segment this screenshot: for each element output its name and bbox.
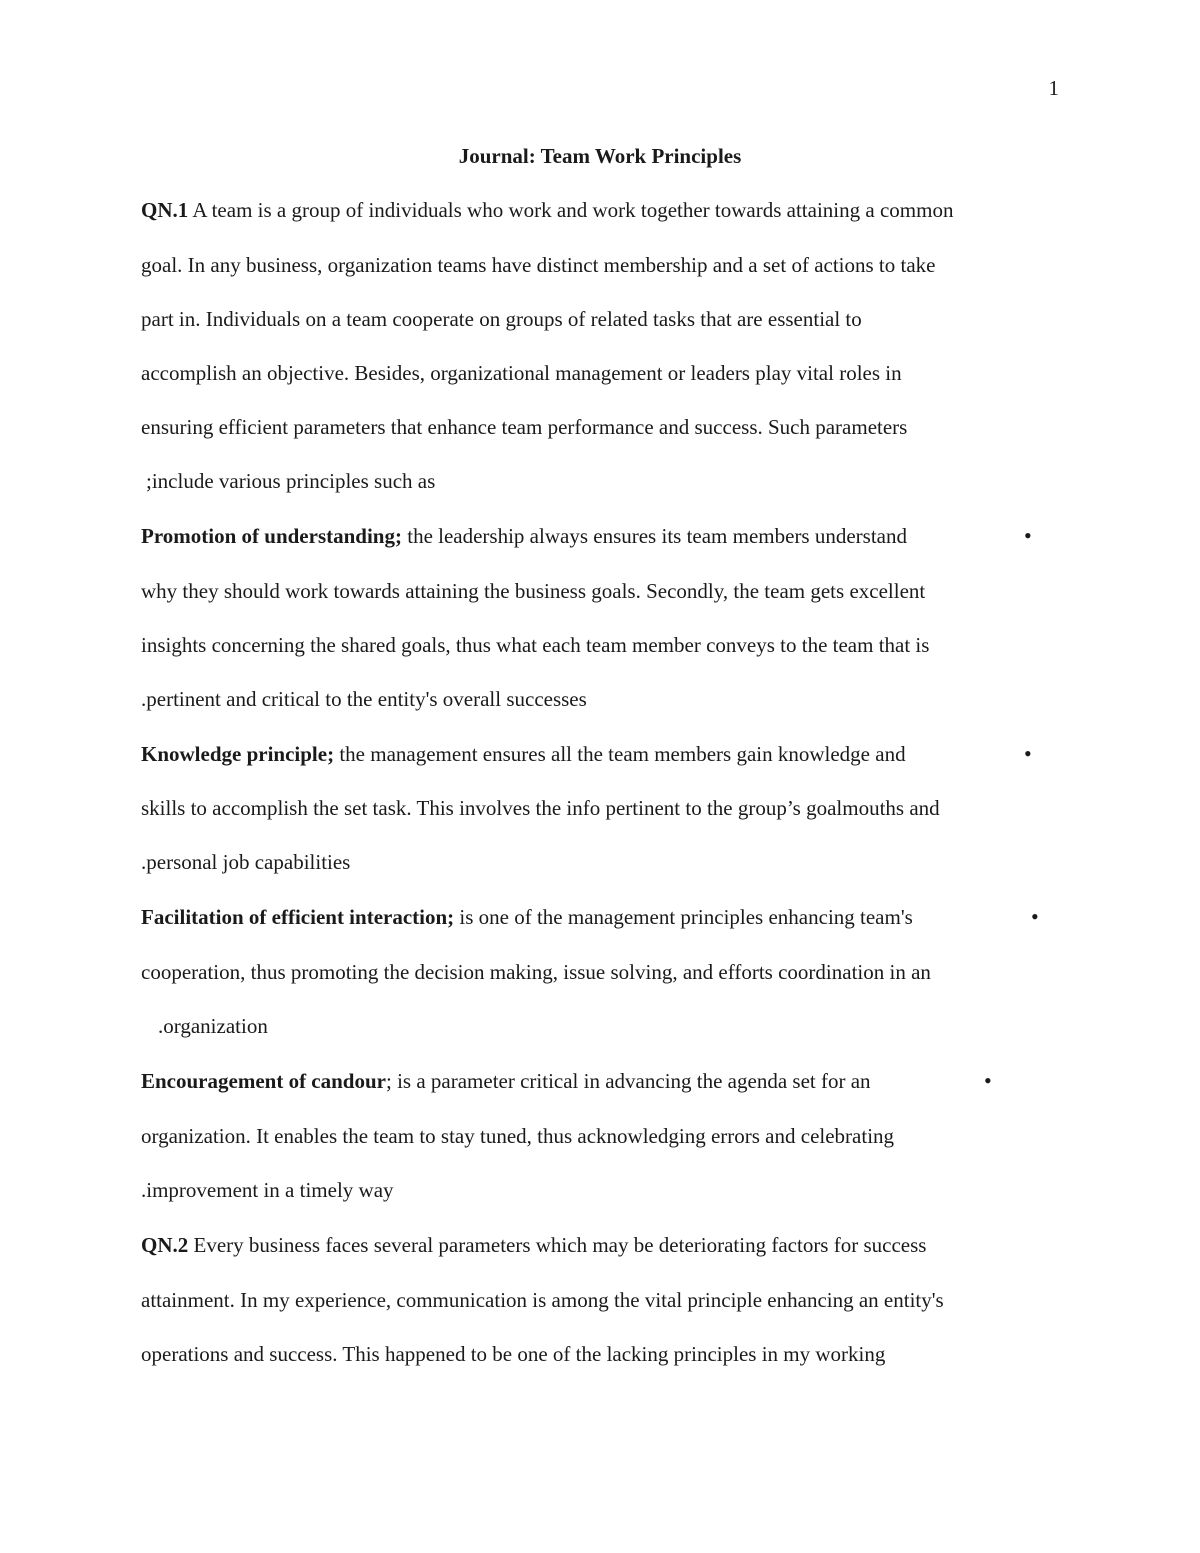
principle-1-text-1: the leadership always ensures its team members understand xyxy=(401,524,907,548)
qn1-line-6: ;include various principles such as xyxy=(146,469,436,493)
qn2-line-2: attainment. In my experience, communication is among the vital principle enhancing an entity's xyxy=(141,1288,944,1312)
principle-1-line-2: why they should work towards attaining the business goals. Secondly, the team gets excellent xyxy=(141,579,926,603)
principle-1-line-1 xyxy=(141,522,907,550)
qn1-line-3: part in. Individuals on a team cooperate on groups of related tasks that are essential to xyxy=(141,307,862,331)
principle-3-line-3: .organization xyxy=(158,1014,268,1038)
principle-4-line-3: .improvement in a timely way xyxy=(141,1178,394,1202)
principle-2-line-1 xyxy=(141,740,906,768)
qn1-line-1 xyxy=(141,196,953,224)
qn2-label: QN.2 xyxy=(141,1233,189,1257)
principle-2-text-1: the management ensures all the team members gain knowledge and xyxy=(334,742,906,766)
principle-4-line-2: organization. It enables the team to stay tuned, thus acknowledging errors and celebrating xyxy=(141,1124,895,1148)
qn1-line-4: accomplish an objective. Besides, organizational management or leaders play vital roles in xyxy=(141,361,902,385)
principle-1-line-4: .pertinent and critical to the entity's overall successes xyxy=(141,687,587,711)
qn1-line-2: goal. In any business, organization teams have distinct membership and a set of actions to take xyxy=(141,253,936,277)
principle-3-heading: Facilitation of efficient interaction; xyxy=(141,905,455,929)
principle-3-line-1 xyxy=(141,903,913,931)
bullet-icon: • xyxy=(1031,904,1039,929)
bullet-icon: • xyxy=(984,1068,992,1093)
bullet-icon: • xyxy=(1024,523,1032,548)
page-number: 1 xyxy=(1048,76,1059,100)
principle-2-heading: Knowledge principle; xyxy=(141,742,335,766)
qn2-line-1 xyxy=(141,1231,926,1259)
principle-3-line-2: cooperation, thus promoting the decision making, issue solving, and efforts coordination in an xyxy=(141,960,931,984)
qn1-line-5: ensuring efficient parameters that enhance team performance and success. Such parameters xyxy=(141,415,908,439)
qn1-label: QN.1 xyxy=(141,198,189,222)
qn2-text-1: Every business faces several parameters which may be deteriorating factors for success xyxy=(188,1233,927,1257)
bullet-icon: • xyxy=(1024,741,1032,766)
principle-3-text-1: is one of the management principles enhancing team's xyxy=(454,905,913,929)
principle-2-line-2: skills to accomplish the set task. This involves the info pertinent to the group’s goalmouths and xyxy=(141,796,940,820)
principle-4-text-1: ; is a parameter critical in advancing the agenda set for an xyxy=(386,1069,871,1093)
principle-4-line-1 xyxy=(141,1067,871,1095)
document-title: Journal: Team Work Principles xyxy=(458,144,742,168)
principle-2-line-3: .personal job capabilities xyxy=(141,850,351,874)
qn2-line-3: operations and success. This happened to be one of the lacking principles in my working xyxy=(141,1342,886,1366)
qn1-text-1: A team is a group of individuals who work and work together towards attaining a common xyxy=(188,198,954,222)
principle-4-heading: Encouragement of candour xyxy=(141,1069,386,1093)
principle-1-heading: Promotion of understanding; xyxy=(141,524,402,548)
principle-1-line-3: insights concerning the shared goals, thus what each team member conveys to the team that is xyxy=(141,633,930,657)
